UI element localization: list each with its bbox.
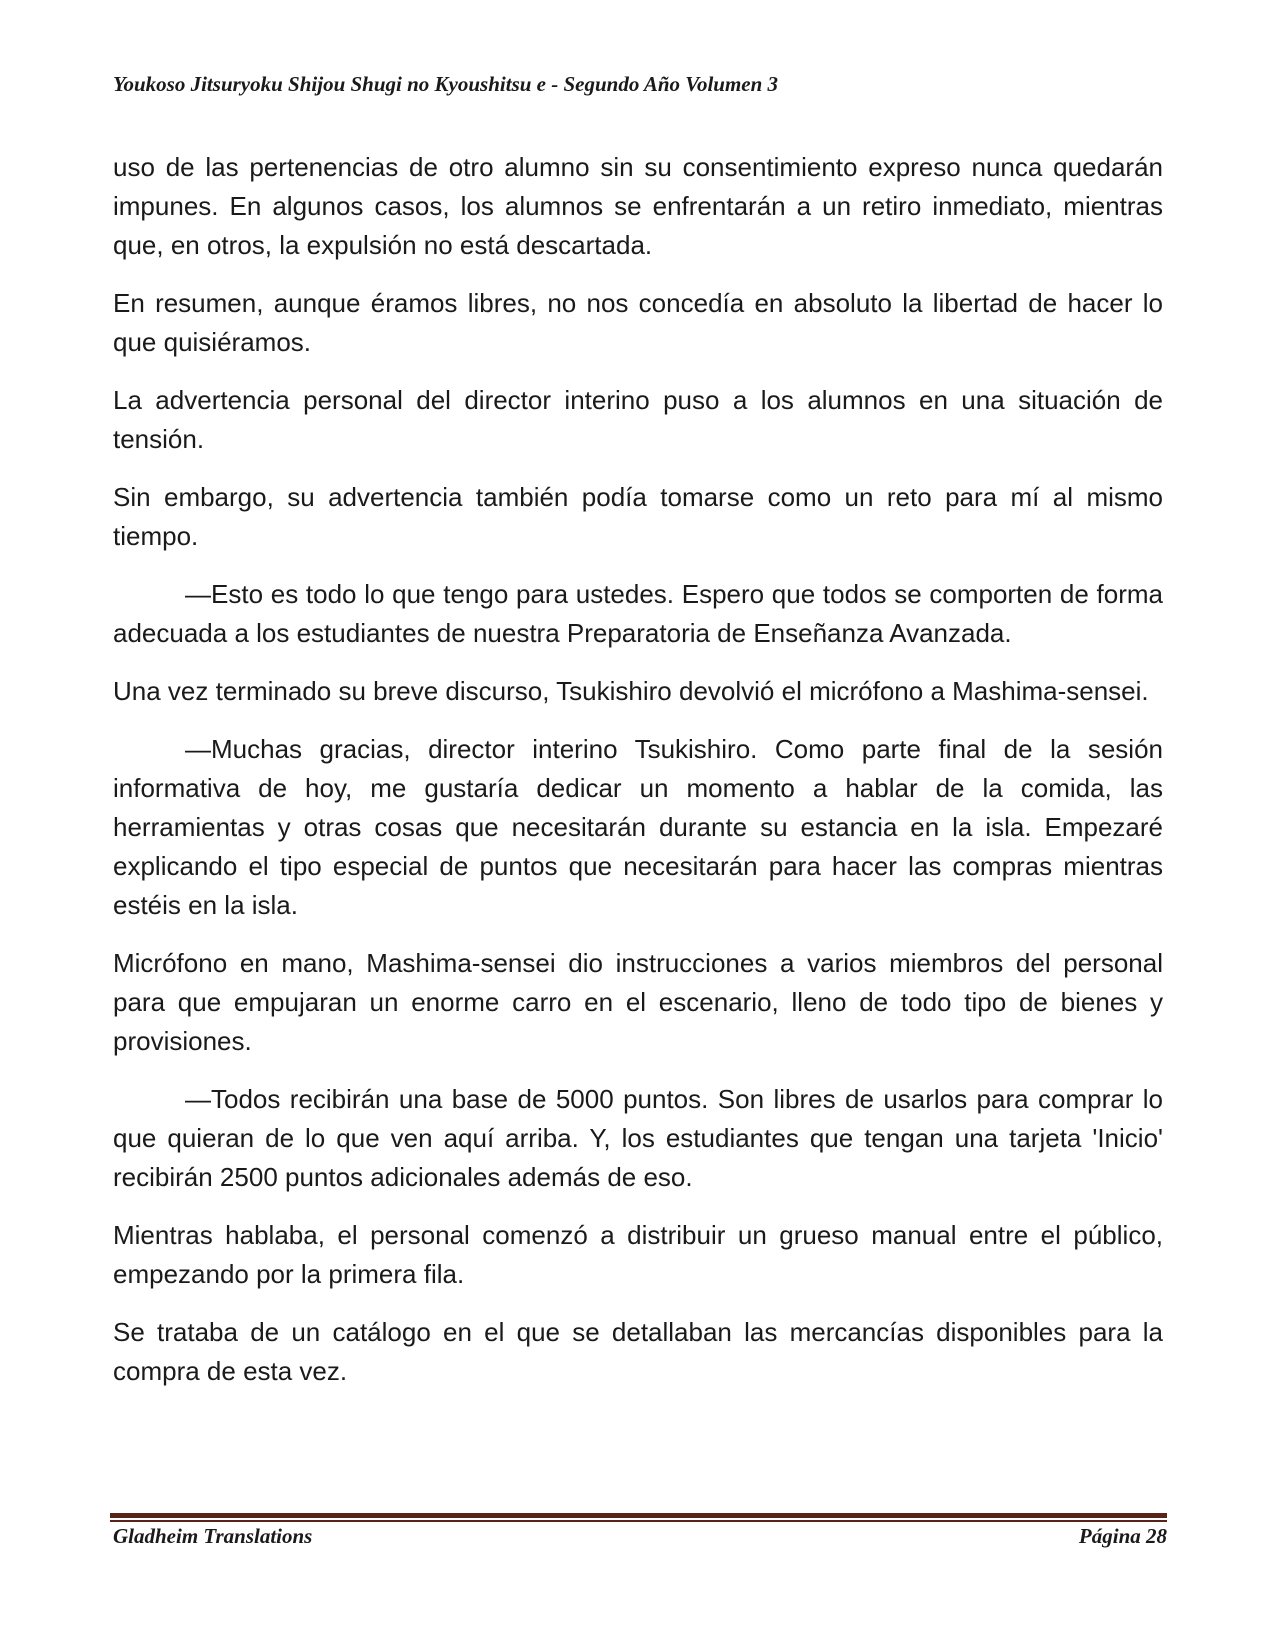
page-footer bbox=[113, 1524, 1167, 1549]
dialogue-paragraph: —Todos recibirán una base de 5000 puntos. Son libres de usarlos para comprar lo que quieran de lo que ven aquí arriba. Y, los estudiantes que tengan una tarjeta 'Inicio' recibirán 2500 puntos adicionales además de eso. bbox=[113, 1084, 1163, 1192]
paragraph: Mientras hablaba, el personal comenzó a distribuir un grueso manual entre el público, empezando por la primera fila. bbox=[113, 1220, 1163, 1289]
footer-divider bbox=[110, 1513, 1167, 1522]
paragraph: La advertencia personal del director interino puso a los alumnos en una situación de tensión. bbox=[113, 385, 1163, 454]
dialogue-paragraph: —Muchas gracias, director interino Tsukishiro. Como parte final de la sesión informativa de hoy, me gustaría dedicar un momento a hablar de la comida, las herramientas y otras cosas que necesitarán durante su estancia en la isla. Empezaré explicando el tipo especial de puntos que necesitarán para hacer las compras mientras estéis en la isla. bbox=[113, 734, 1163, 920]
footer-divider-thick bbox=[110, 1513, 1167, 1518]
body-text bbox=[113, 148, 1163, 1410]
footer-page-number: Página 28 bbox=[1078, 1524, 1167, 1548]
paragraph: uso de las pertenencias de otro alumno sin su consentimiento expreso nunca quedarán impunes. En algunos casos, los alumnos se enfrentarán a un retiro inmediato, mientras que, en otros, la expulsión no está descartada. bbox=[113, 152, 1163, 260]
footer-publisher: Gladheim Translations bbox=[113, 1524, 313, 1548]
paragraph: Sin embargo, su advertencia también podía tomarse como un reto para mí al mismo tiempo. bbox=[113, 482, 1163, 551]
paragraph: En resumen, aunque éramos libres, no nos concedía en absoluto la libertad de hacer lo que quisiéramos. bbox=[113, 288, 1163, 357]
paragraph: Micrófono en mano, Mashima-sensei dio instrucciones a varios miembros del personal para que empujaran un enorme carro en el escenario, lleno de todo tipo de bienes y provisiones. bbox=[113, 948, 1163, 1056]
dialogue-paragraph: —Esto es todo lo que tengo para ustedes. Espero que todos se comporten de forma adecuada a los estudiantes de nuestra Preparatoria de Enseñanza Avanzada. bbox=[113, 579, 1163, 648]
page-header-title: Youkoso Jitsuryoku Shijou Shugi no Kyoushitsu e - Segundo Año Volumen 3 bbox=[113, 72, 779, 96]
paragraph: Una vez terminado su breve discurso, Tsukishiro devolvió el micrófono a Mashima-sensei. bbox=[113, 676, 1149, 706]
paragraph: Se trataba de un catálogo en el que se detallaban las mercancías disponibles para la compra de esta vez. bbox=[113, 1317, 1163, 1386]
footer-divider-thin bbox=[110, 1520, 1167, 1522]
